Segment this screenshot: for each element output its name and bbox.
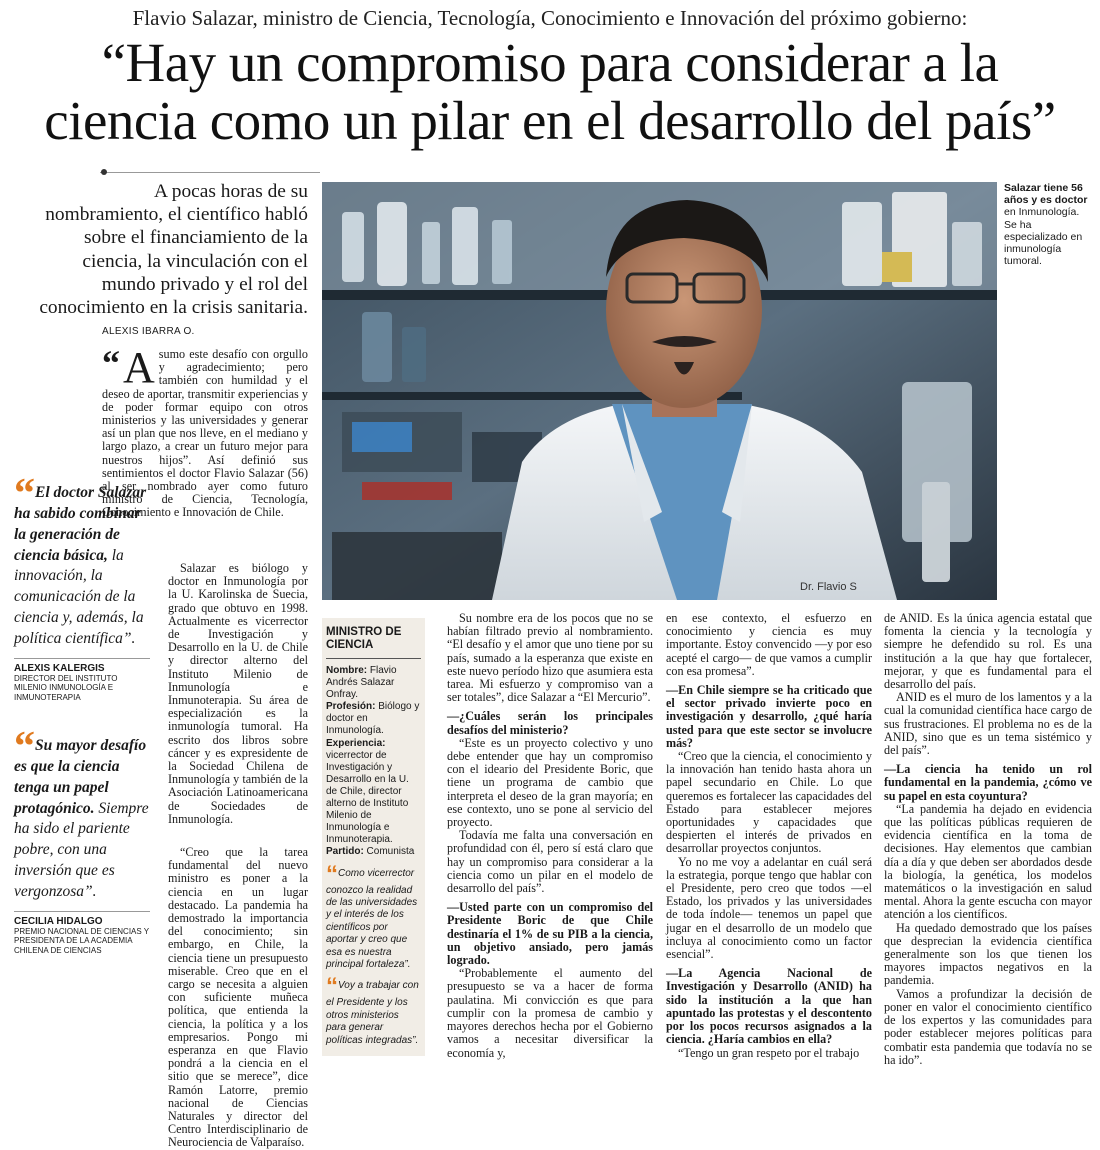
sidebar-field: Experiencia: vicerrector de Investigación y Desarrollo en la U. de Chile, director alterno de Instituto Milenio de Inmunología e Inmunoterapia. (326, 737, 409, 846)
interview-question: —Usted parte con un compromiso del Presidente Boric de que Chile destinaría el 1% de su PIB a la ciencia, un objetivo ansiado, pero jamás logrado. (447, 900, 653, 968)
quote-mark-icon: “ (326, 973, 338, 1001)
photo-caption (1004, 182, 1094, 267)
body-column-1b (168, 562, 308, 826)
pull-quote-1-text: la innovación, la comunicación de la ciencia y, además, la política científica”. (14, 546, 144, 647)
top-rule (100, 172, 320, 173)
body-paragraph: “Probablemente el aumento del presupuesto se va a hacer de forma paulatina. Mi convicción es que para cumplir con la promesa de cambio y mayores derechos hecha por el Gobierno vamos a necesitar diversificar la economía y, (447, 966, 653, 1060)
pull-quote-2-source-desc: PREMIO NACIONAL DE CIENCIAS Y PRESIDENTA DE LA ACADEMIA CHILENA DE CIENCIAS (14, 926, 149, 955)
body-paragraph: ANID es el muro de los lamentos y a la cual la comunidad científica hace cargo de sus frustraciones. El problema no es de la ANID, sino que es un tema sistémico y del país”. (884, 690, 1092, 758)
bajada-line: mundo privado y el rol del (101, 273, 308, 295)
body-paragraph: Vamos a profundizar la decisión de poner en valor el conocimiento científico de los expertos y las comunidades para poder establecer mejores políticas para combatir esta pandemia que todavía no se ha ido”. (884, 986, 1092, 1067)
interview-question: —En Chile siempre se ha criticado que el sector privado invierte poco en investigación y desarrollo, ¿qué haría usted para que este sector se involucre más? (666, 683, 872, 750)
bajada (10, 180, 308, 319)
bajada-line: conocimiento en la crisis sanitaria. (39, 297, 308, 319)
body-paragraph: Yo no me voy a adelantar en cuál será la estrategia, porque tengo que hablar con el Presidente, pero creo que todos —el Estado, los privados y las universidades de toda índole— tenemos un papel que jugar en el desarrollo de un modelo que incluya al conocimiento como un factor esencial”. (666, 854, 872, 962)
caption-bold: Salazar tiene 56 años y es doctor (1004, 182, 1088, 207)
body-paragraph: Salazar es biólogo y doctor en Inmunología por la U. Karolinska de Suecia, grado que obtuvo en 1998. Actualmente es vicerrector de Investigación y Desarrollo en la U. de Chile y director alterno del Instituto Milenio de Inmunología e Inmunoterapia. Su área de especialización es la inmunología tumoral. Ha escrito dos libros sobre cáncer y es expresidente de la Sociedad Chilena de Inmunología y también de la Asociación Latinoamericana de Sociedades de Inmunología. (168, 561, 308, 826)
body-paragraph: “Este es un proyecto colectivo y uno debe entender que hay un compromiso con el ideario del Presidente Boric, que tiene un programa de cambio que interpreta el deseo de la gran mayoría; en ese contexto, uno se pone al servicio del proyecto. (447, 735, 653, 830)
body-paragraph: “Creo que la ciencia, el conocimiento y la innovación han tenido hasta ahora un papel secundario en Chile. Lo que queremos es fortalecer las capacidades del Estado para establecer mejores oportunidades y capacidades que despierten el interés de privados en desarrollar proyectos conjuntos. (666, 749, 872, 856)
bajada-line: A pocas horas de su (153, 181, 308, 202)
pull-quote-2-text: Siempre ha sido el pariente pobre, con una inversión que es vergonzosa”. (14, 799, 149, 900)
pull-quote-1-bold: El doctor Salazar ha sabido combinar la generación de ciencia básica, (14, 484, 147, 564)
body-column-2 (447, 612, 653, 1060)
interview-question: —¿Cuáles serán los principales desafíos del ministerio? (447, 709, 653, 737)
sidebar-title: MINISTRO DE CIENCIA (326, 626, 402, 651)
sidebar-field: Nombre: Flavio Andrés Salazar Onfray. (326, 665, 397, 701)
pull-quote-1-source: ALEXIS KALERGIS (14, 658, 150, 674)
body-column-1c (168, 846, 308, 1150)
interview-question: —La ciencia ha tenido un rol fundamental en la pandemia, ¿cómo ve su papel en esta coyuntura? (884, 762, 1092, 803)
quote-mark-icon: “ (14, 724, 35, 770)
bajada-line: nombramiento, el científico habló (45, 204, 308, 226)
open-quote-icon: “ (102, 343, 120, 383)
rule-dot (101, 169, 107, 175)
sidebar-divider (326, 658, 421, 659)
body-column-3 (666, 612, 872, 1060)
headline-line-2: ciencia como un pilar en el desarrollo del país” (44, 90, 1056, 151)
pull-quote-1-source-desc: DIRECTOR DEL INSTITUTO MILENIO INMUNOLOGÍA E INMUNOTERAPIA (14, 673, 118, 702)
quote-mark-icon: “ (326, 860, 338, 888)
drop-cap: A (123, 343, 155, 392)
profile-sidebar (322, 618, 425, 1056)
kicker: Flavio Salazar, ministro de Ciencia, Tecnología, Conocimiento e Innovación del próximo gobierno: (132, 6, 968, 30)
pull-quote-2-bold: Su mayor desafío es que la ciencia tenga un papel protagónico. (14, 737, 147, 817)
headline (0, 34, 1100, 150)
sidebar-quote-1: “Como vicerrector conozco la realidad de las universidades y el interés de los científicos por aportar y creo que esa es nuestra principal fortaleza”. (326, 860, 418, 970)
pull-quote-2 (14, 724, 150, 955)
body-column-4 (884, 612, 1092, 1067)
byline: ALEXIS IBARRA O. (102, 326, 195, 337)
body-paragraph: Ha quedado demostrado que los países que desprecian la evidencia científica generalmente son los que tienen los mayores impactos negativos en la pandemia. (884, 920, 1092, 988)
portrait-photo (322, 182, 997, 600)
interview-question: —La Agencia Nacional de Investigación y Desarrollo (ANID) ha sido la institución a la que han apuntado las protestas y el descontento por los pocos recursos asignados a la ciencia. ¿Haría cambios en ella? (666, 966, 872, 1047)
body-paragraph: en ese contexto, el esfuerzo en conocimiento y ciencia es muy importante. Estoy convencido —y por eso acepté el cargo— de que vamos a cumplir con esa promesa”. (666, 611, 872, 678)
sidebar-field: Partido: Comunista (326, 846, 415, 858)
sidebar-quote-2: “Voy a trabajar con el Presidente y los otros ministerios para generar políticas integradas”. (326, 973, 419, 1046)
quote-mark-icon: “ (14, 471, 35, 517)
body-paragraph: Todavía me falta una conversación en profundidad con él, pero sí está claro que hay un compromiso para considerar a la ciencia como un pilar en el modelo de desarrollo del país”. (447, 828, 653, 896)
body-paragraph: “Tengo un gran respeto por el trabajo (678, 1045, 860, 1060)
pull-quote-2-source: CECILIA HIDALGO (14, 911, 150, 927)
body-column-1 (102, 343, 308, 520)
bajada-line: sobre el financiamiento de la (84, 227, 308, 249)
body-paragraph: de ANID. Es la única agencia estatal que fomenta la ciencia y la tecnología y siempre he defendido su rol. Es una institución a la que hay que fortalecer, mejorar, y que es fundamental para el desarrollo del país. (884, 611, 1092, 692)
bajada-line: ciencia, la vinculación con el (82, 250, 308, 272)
caption-text: en Inmunología. Se ha especializado en inmunología tumoral. (1004, 206, 1083, 268)
body-paragraph: “Creo que la tarea fundamental del nuevo ministro es poner a la ciencia en un lugar destacado. La pandemia ha demostrado la importancia del conocimiento; sin embargo, en Chile, la ciencia tiene un presupuesto miserable. Creo que en el cargo se necesita a alguien con suficiente muñeca política, que entienda la ciencia, la política y a los empresarios. Pongo mi esperanza en que Flavio pondrá a la ciencia en el sitio que se merece”, dice Ramón Latorre, premio nacional de Ciencias Naturales y director del Centro Interdisciplinario de Neurociencia de Valparaíso. (168, 845, 308, 1150)
coat-label: Dr. Flavio S (800, 581, 857, 593)
body-paragraph: “La pandemia ha dejado en evidencia que las políticas públicas requieren de evidencia científica en la toma de decisiones. Hay elementos que cambian día a día y que deben ser abordados desde la biología, la genética, los modelos matemáticos o la investigación en salud mental. Ahora la gente escucha con mayor atención a los científicos. (884, 801, 1092, 922)
sidebar-field: Profesión: Biólogo y doctor en Inmunología. (326, 701, 420, 737)
body-paragraph: sumo este desafío con orgullo y agradecimiento; pero también con humildad y el deseo de aportar, transmitir experiencias y de poder formar equipo con otros ministerios y las universidades y generar así un plan que nos lleve, en el mediano y largo plazo, a crear un futuro mejor para nuestros hijos”. Así definió sus sentimientos el doctor Flavio Salazar (56) al ser nombrado ayer como futuro ministro de Ciencia, Tecnología, Conocimiento e Innovación de Chile. (102, 347, 308, 520)
headline-line-1: “Hay un compromiso para considerar a la (101, 32, 999, 93)
body-paragraph: Su nombre era de los pocos que no se habían filtrado previo al nombramiento. “El desafío y el amor que uno tiene por su país, sumado a la esperanza que existe en este nuevo período hizo que asumiera esta tarea. Mi esfuerzo y compromiso van a ser totales”, dice Salazar a “El Mercurio”. (447, 611, 653, 705)
